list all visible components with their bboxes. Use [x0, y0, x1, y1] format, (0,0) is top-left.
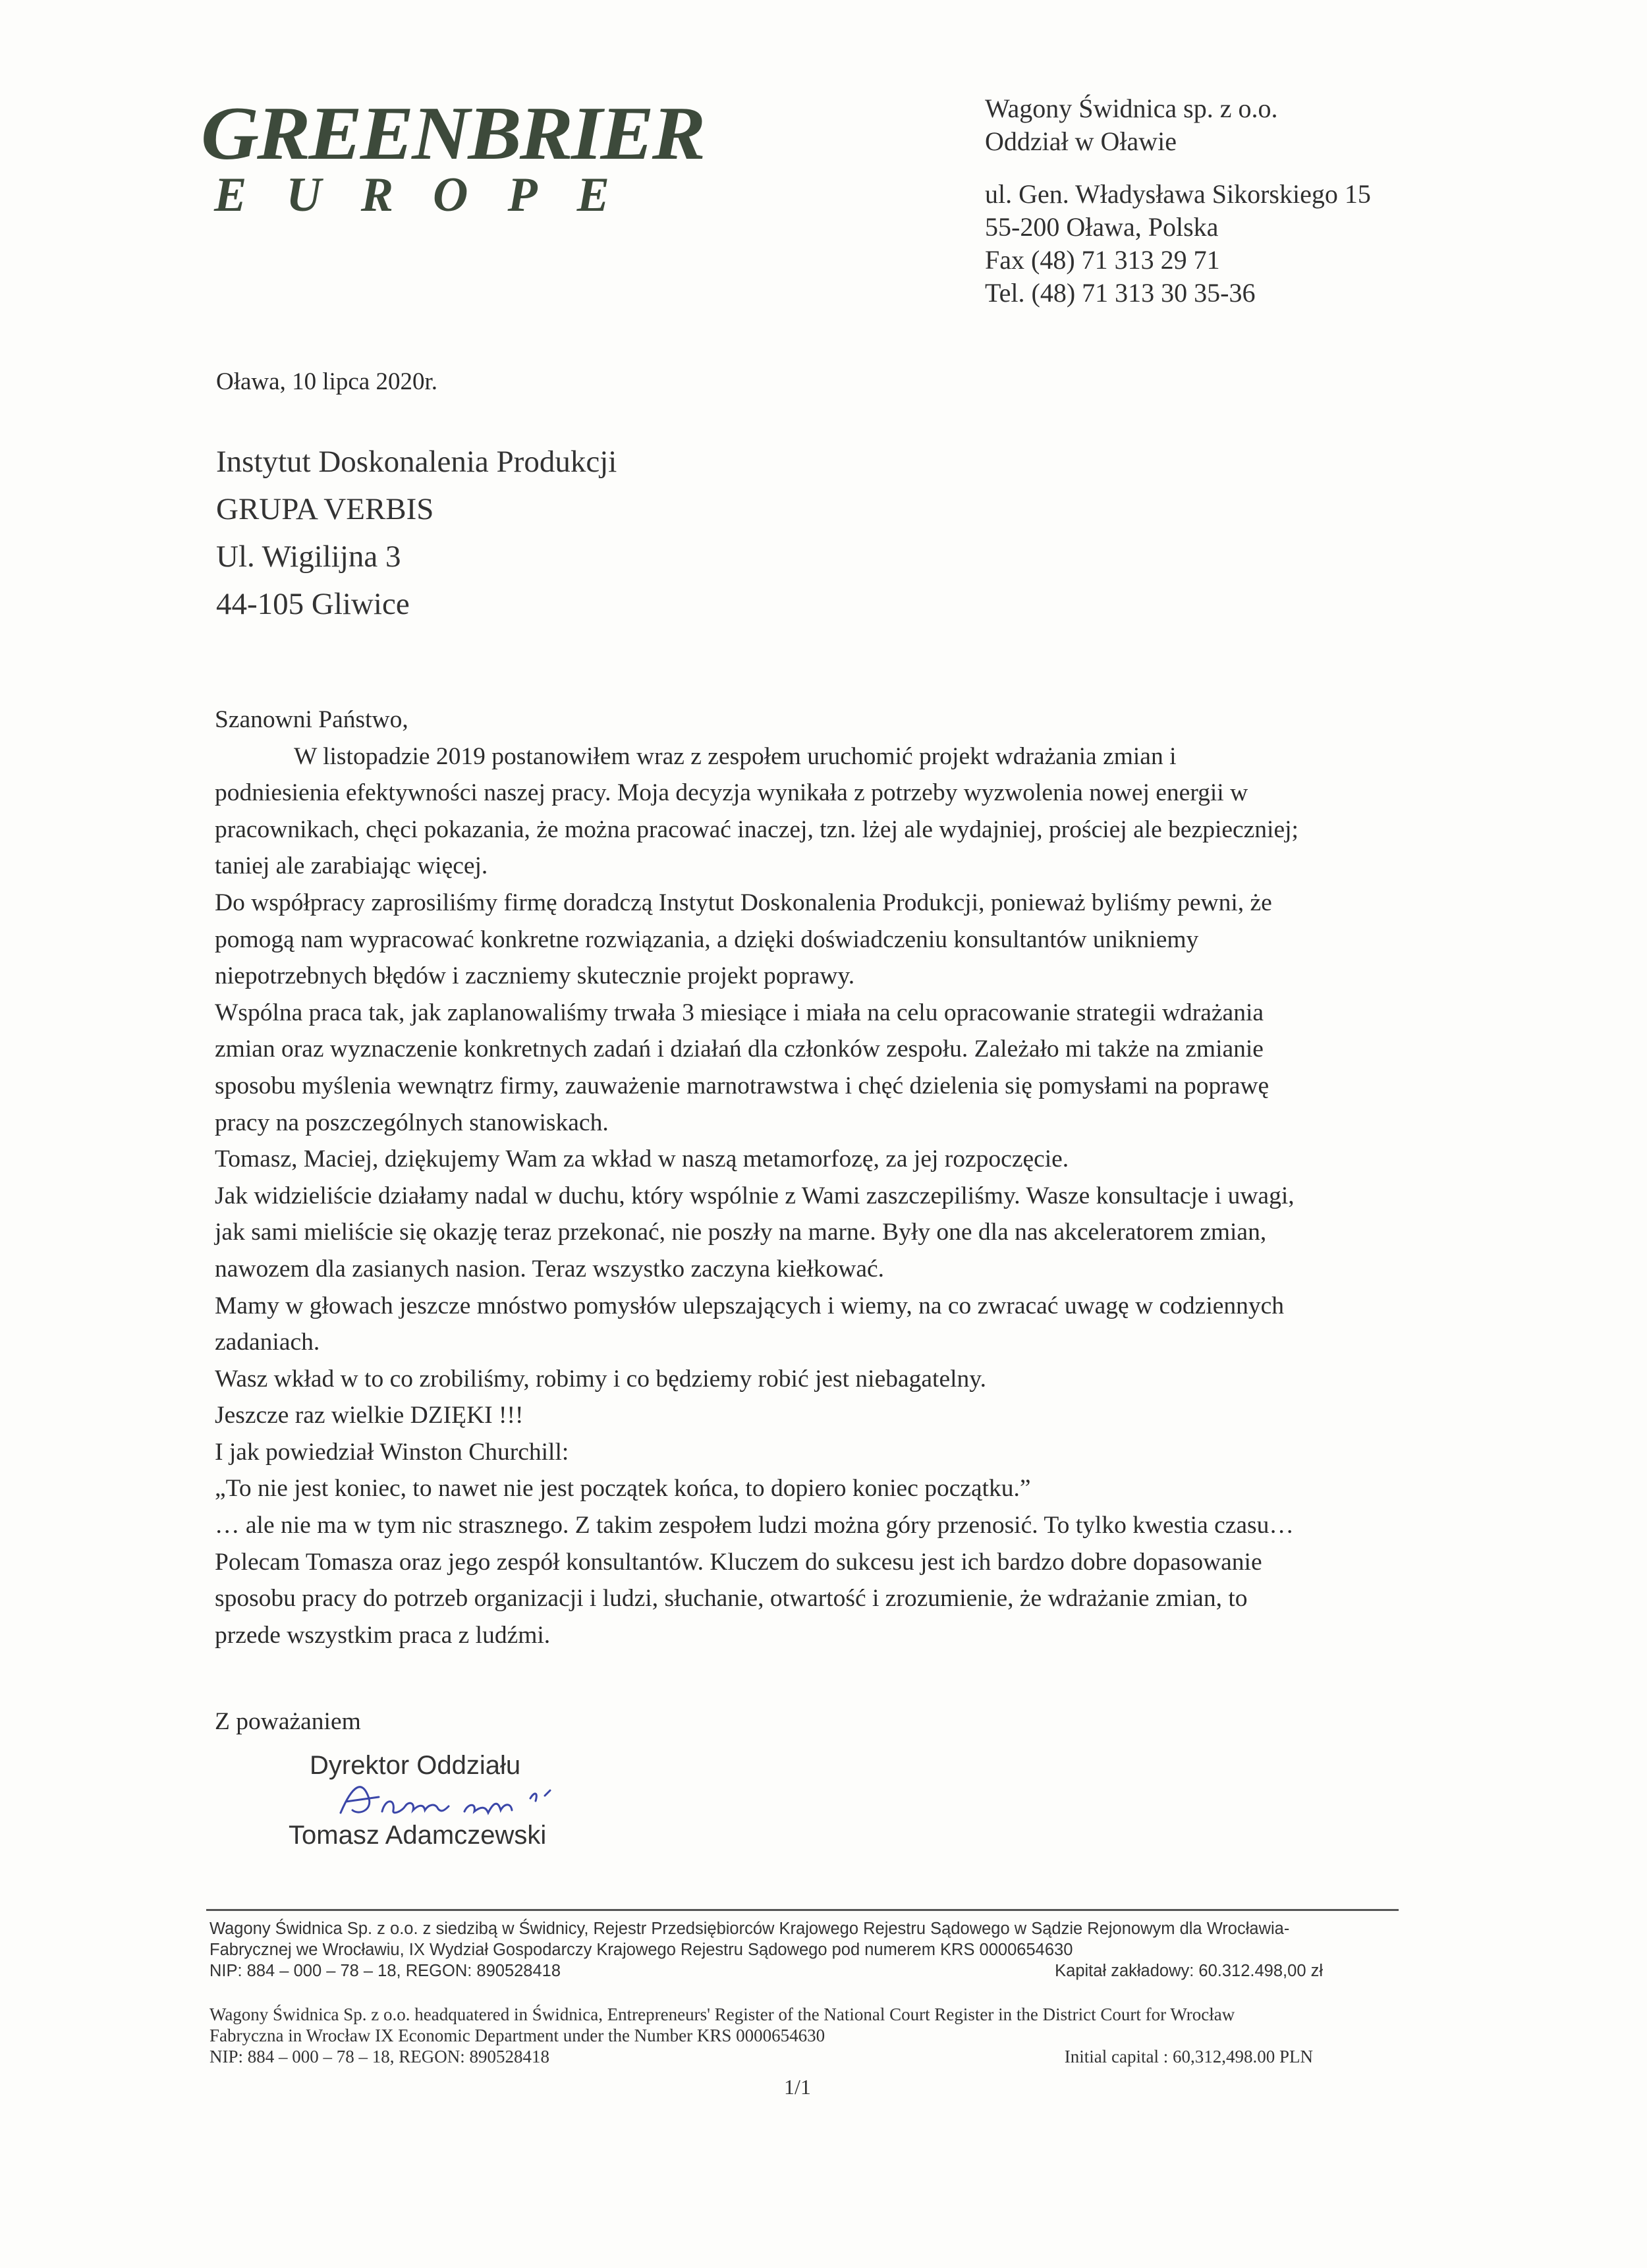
logo-letter: E: [576, 168, 609, 222]
body-line: sposobu pracy do potrzeb organizacji i ludzi, słuchanie, otwartość i zrozumienie, że wdrażanie zmian, to: [215, 1585, 1248, 1613]
body-line: Mamy w głowach jeszcze mnóstwo pomysłów ulepszających i wiemy, na co zwracać uwagę w codziennych: [215, 1292, 1285, 1319]
footer-ids-row: [209, 2046, 1409, 2067]
greenbrier-europe-logo: [201, 91, 704, 222]
page-number: 1/1: [784, 2075, 811, 2099]
footer-ids-row: [209, 1960, 1409, 1981]
footer-line: Wagony Świdnica Sp. z o.o. headquatered in Świdnica, Entrepreneurs' Register of the National Court Register in the District Court for Wrocław: [209, 2005, 1235, 2024]
body-line: Jeszcze raz wielkie DZIĘKI !!!: [215, 1402, 524, 1429]
recipient-address: [216, 438, 617, 628]
footer-line: Fabrycznej we Wrocławiu, IX Wydział Gospodarczy Krajowego Rejestru Sądowego pod numerem KRS 0000654630: [209, 1941, 1073, 1959]
recipient-line: Ul. Wigilijna 3: [216, 539, 401, 574]
letter-body: [215, 702, 1414, 1653]
sender-tel: Tel. (48) 71 313 30 35-36: [985, 278, 1256, 308]
logo-letter: U: [286, 168, 321, 222]
recipient-line: GRUPA VERBIS: [216, 492, 434, 526]
logo-subline: [201, 168, 609, 222]
logo-wordmark: GREENBRIER: [201, 91, 704, 176]
footer-capital: Kapitał zakładowy: 60.312.498,00 zł: [1055, 1962, 1323, 1980]
sender-address: [985, 92, 1371, 310]
logo-letter: P: [507, 168, 538, 222]
body-line: zadaniach.: [215, 1329, 320, 1356]
logo-letter: E: [214, 168, 247, 222]
sender-fax: Fax (48) 71 313 29 71: [985, 245, 1220, 275]
sender-company: Wagony Świdnica sp. z o.o.: [985, 94, 1278, 123]
footer-ids: NIP: 884 – 000 – 78 – 18, REGON: 890528418: [209, 2047, 550, 2066]
body-line: jak sami mieliście się okazję teraz przekonać, nie poszły na marne. Były one dla nas akceleratorem zmian,: [215, 1219, 1267, 1246]
body-line: pracy na poszczególnych stanowiskach.: [215, 1109, 609, 1136]
body-line: nawozem dla zasianych nasion. Teraz wszystko zaczyna kiełkować.: [215, 1255, 885, 1283]
body-line: Tomasz, Maciej, dziękujemy Wam za wkład w naszą metamorfozę, za jej rozpoczęcie.: [215, 1146, 1069, 1173]
footer-polish: [209, 1918, 1409, 1981]
body-line: taniej ale zarabiając więcej.: [215, 852, 488, 880]
sender-branch: Oddział w Oławie: [985, 126, 1177, 156]
closing: Z poważaniem: [215, 1708, 361, 1735]
body-line: Do współpracy zaprosiliśmy firmę doradczą Instytut Doskonalenia Produkcji, ponieważ byliśmy pewni, że: [215, 889, 1272, 916]
footer-english: [209, 2004, 1409, 2067]
body-line: przede wszystkim praca z ludźmi.: [215, 1621, 551, 1649]
recipient-line: 44-105 Gliwice: [216, 587, 410, 621]
body-line: Jak widzieliście działamy nadal w duchu, który wspólnie z Wami zaszczepiliśmy. Wasze konsultacje i uwagi,: [215, 1182, 1295, 1209]
body-line: zmian oraz wyznaczenie konkretnych zadań i działań dla członków zespołu. Zależało mi także na zmianie: [215, 1036, 1264, 1063]
footer-divider: [206, 1909, 1399, 1911]
signature-title: Dyrektor Oddziału: [310, 1751, 521, 1780]
body-line: I jak powiedział Winston Churchill:: [215, 1438, 569, 1466]
body-line: niepotrzebnych błędów i zaczniemy skutecznie projekt poprawy.: [215, 962, 855, 990]
body-line: sposobu myślenia wewnątrz firmy, zauważenie marnotrawstwa i chęć dzielenia się pomysłami na poprawę: [215, 1072, 1270, 1099]
sender-city: 55-200 Oława, Polska: [985, 212, 1219, 242]
body-line: pracownikach, chęci pokazania, że można pracować inaczej, tzn. lżej ale wydajniej, prościej ale bezpieczniej;: [215, 816, 1298, 843]
recipient-line: Instytut Doskonalenia Produkcji: [216, 445, 617, 479]
body-line: W listopadzie 2019 postanowiłem wraz z zespołem uruchomić projekt wdrażania zmian i: [294, 742, 1177, 770]
footer-line: Fabryczna in Wrocław IX Economic Department under the Number KRS 0000654630: [209, 2026, 825, 2045]
sender-street: ul. Gen. Władysława Sikorskiego 15: [985, 179, 1371, 209]
spacer: [985, 158, 1371, 178]
letter-date: Oława, 10 lipca 2020r.: [216, 368, 437, 395]
body-line: Polecam Tomasza oraz jego zespół konsultantów. Kluczem do sukcesu jest ich bardzo dobre dopasowanie: [215, 1548, 1262, 1576]
salutation: Szanowni Państwo,: [215, 706, 408, 733]
body-line: podniesienia efektywności naszej pracy. Moja decyzja wynikała z potrzeby wyzwolenia nowej energii w: [215, 779, 1248, 807]
body-line: Wasz wkład w to co zrobiliśmy, robimy i co będziemy robić jest niebagatelny.: [215, 1365, 986, 1393]
footer-ids: NIP: 884 – 000 – 78 – 18, REGON: 890528418: [209, 1962, 561, 1980]
footer-capital: Initial capital : 60,312,498.00 PLN: [1064, 2047, 1313, 2066]
footer-line: Wagony Świdnica Sp. z o.o. z siedzibą w Świdnicy, Rejestr Przedsiębiorców Krajowego Rejestru Sądowego w Sądzie Rejonowym dla Wrocławia-: [209, 1920, 1290, 1938]
body-line: pomogą nam wypracować konkretne rozwiązania, a dzięki doświadczeniu konsultantów unikniemy: [215, 926, 1199, 953]
body-line: … ale nie ma w tym nic strasznego. Z takim zespołem ludzi można góry przenosić. To tylko kwestia czasu…: [215, 1512, 1294, 1539]
logo-letter: O: [433, 168, 468, 222]
body-line: Wspólna praca tak, jak zaplanowaliśmy trwała 3 miesiące i miała na celu opracowanie strategii wdrażania: [215, 999, 1264, 1026]
body-line: „To nie jest koniec, to nawet nie jest początek końca, to dopiero koniec początku.”: [215, 1475, 1031, 1503]
signature-name: Tomasz Adamczewski: [289, 1821, 547, 1850]
logo-letter: R: [360, 168, 394, 222]
